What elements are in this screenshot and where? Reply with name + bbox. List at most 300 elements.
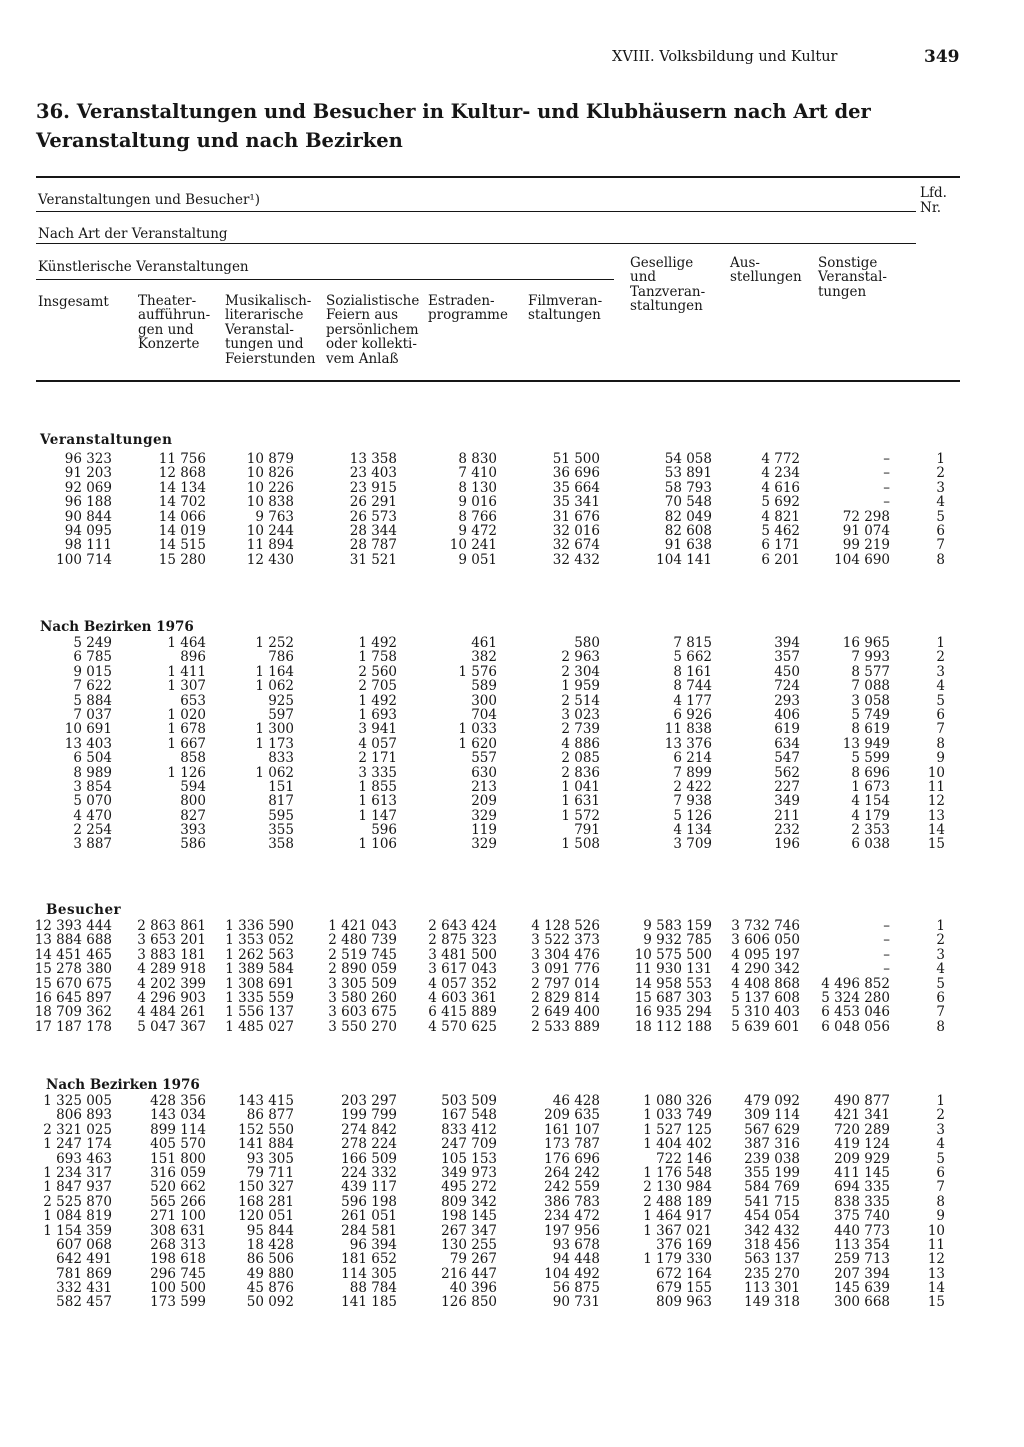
cell-gesellig: 104 141	[656, 551, 712, 568]
cell-sonstige: 16 965	[842, 635, 890, 651]
col-head-line: literarische	[225, 307, 304, 324]
col-head-line: programme	[428, 307, 508, 324]
cell-ausstellungen: 149 318	[744, 1294, 800, 1311]
cell-gesellig: 11 838	[664, 721, 712, 738]
cell-sonstige: 5 324 280	[821, 989, 890, 1006]
cell-lfd-nr: 14	[927, 822, 945, 839]
cell-insgesamt: 693 463	[56, 1150, 112, 1167]
cell-ausstellungen: 454 054	[744, 1208, 800, 1225]
cell-gesellig: 7 938	[673, 793, 712, 810]
cell-ausstellungen: 724	[774, 678, 800, 695]
col-head-line: aufführun-	[138, 307, 211, 324]
cell-ausstellungen: 634	[774, 735, 800, 752]
table-row	[0, 919, 1024, 933]
cell-sozial: 1 758	[358, 649, 397, 666]
cell-estraden: 8 766	[458, 508, 497, 525]
cell-musik: 1 164	[255, 663, 294, 680]
cell-film: 1 572	[561, 807, 600, 824]
cell-film: 161 107	[544, 1121, 600, 1138]
cell-ausstellungen: 113 301	[744, 1280, 800, 1297]
cell-gesellig: 7 899	[673, 764, 712, 781]
cell-sonstige: 91 074	[842, 522, 890, 539]
cell-gesellig: 18 112 188	[634, 1018, 712, 1035]
cell-film: 32 016	[552, 522, 600, 539]
cell-estraden: 3 481 500	[428, 946, 497, 963]
cell-insgesamt: 15 670 675	[34, 975, 112, 992]
cell-sonstige: 4 496 852	[821, 975, 890, 992]
cell-theater: 1 678	[167, 721, 206, 738]
cell-film: 2 304	[561, 663, 600, 680]
kuenstlerische-label: Künstlerische Veranstaltungen	[38, 259, 249, 275]
cell-sonstige: 8 577	[851, 663, 890, 680]
cell-insgesamt: 5 070	[73, 793, 112, 810]
cell-lfd-nr: 6	[936, 989, 945, 1006]
cell-lfd-nr: 2	[936, 465, 945, 482]
cell-sonstige: 7 088	[851, 678, 890, 695]
cell-gesellig: 9 583 159	[643, 918, 712, 934]
cell-film: 197 956	[544, 1222, 600, 1239]
cell-sozial: 1 613	[358, 793, 397, 810]
col-head-line: persönlichem	[326, 321, 419, 338]
cell-sozial: 3 335	[358, 764, 397, 781]
cell-theater: 896	[180, 649, 206, 666]
col-head-line: Insgesamt	[38, 294, 109, 310]
cell-sonstige: 6 048 056	[821, 1018, 890, 1035]
cell-musik: 151	[268, 778, 294, 795]
cell-ausstellungen: 5 692	[761, 494, 800, 511]
cell-musik: 786	[268, 649, 294, 666]
cell-ausstellungen: 293	[774, 692, 800, 709]
cell-theater: 1 464	[167, 635, 206, 651]
cell-lfd-nr: 4	[936, 678, 945, 695]
cell-estraden: 10 241	[449, 537, 497, 554]
col-head-line: tungen	[818, 283, 867, 300]
col-head-line: stellungen	[730, 269, 802, 286]
cell-ausstellungen: 394	[774, 635, 800, 651]
cell-sozial: 224 332	[341, 1164, 397, 1181]
cell-sonstige: –	[883, 465, 890, 482]
cell-sozial: 2 171	[358, 750, 397, 767]
cell-estraden: 40 396	[449, 1280, 497, 1297]
cell-musik: 120 051	[238, 1208, 294, 1225]
cell-sonstige: –	[883, 932, 890, 949]
cell-musik: 1 062	[255, 764, 294, 781]
header-bottom-rule	[36, 380, 960, 382]
table-row	[0, 495, 1024, 509]
cell-ausstellungen: 5 639 601	[731, 1018, 800, 1035]
cell-ausstellungen: 349	[774, 793, 800, 810]
cell-lfd-nr: 7	[936, 1179, 945, 1196]
cell-estraden: 2 643 424	[428, 918, 497, 934]
cell-gesellig: 5 662	[673, 649, 712, 666]
lfd-label: Lfd.	[920, 185, 947, 201]
cell-estraden: 809 342	[441, 1193, 497, 1210]
cell-film: 209 635	[544, 1107, 600, 1124]
cell-sonstige: 2 353	[851, 822, 890, 839]
cell-film: 2 797 014	[531, 975, 600, 992]
cell-film: 104 492	[544, 1265, 600, 1282]
col-head-line: staltungen	[630, 298, 703, 315]
cell-theater: 308 631	[150, 1222, 206, 1239]
cell-musik: 358	[268, 836, 294, 853]
table-row	[0, 823, 1024, 837]
table-row	[0, 1209, 1024, 1223]
cell-sonstige: 5 749	[851, 706, 890, 723]
cell-insgesamt: 4 470	[73, 807, 112, 824]
cell-lfd-nr: 1	[936, 1093, 945, 1109]
cell-ausstellungen: 357	[774, 649, 800, 666]
cell-lfd-nr: 6	[936, 522, 945, 539]
cell-theater: 4 289 918	[137, 961, 206, 978]
cell-musik: 1 308 691	[225, 975, 294, 992]
cell-sonstige: 720 289	[834, 1121, 890, 1138]
cell-theater: 3 883 181	[137, 946, 206, 963]
cell-estraden: 557	[471, 750, 497, 767]
table-row	[0, 780, 1024, 794]
cell-sonstige: 490 877	[834, 1093, 890, 1109]
cell-sonstige: 6 038	[851, 836, 890, 853]
cell-insgesamt: 7 622	[73, 678, 112, 695]
cell-sozial: 141 185	[341, 1294, 397, 1311]
col-head-line: Veranstal-	[225, 321, 294, 338]
table-block-veranstaltungen	[0, 452, 1024, 567]
cell-sozial: 26 291	[349, 494, 397, 511]
cell-lfd-nr: 15	[927, 836, 945, 853]
cell-sozial: 596 198	[341, 1193, 397, 1210]
cell-estraden: 6 415 889	[428, 1004, 497, 1021]
cell-lfd-nr: 3	[936, 663, 945, 680]
col-head-line: Aus-	[730, 255, 760, 271]
cell-sonstige: –	[883, 494, 890, 511]
cell-musik: 1 173	[255, 735, 294, 752]
cell-ausstellungen: 4 234	[761, 465, 800, 482]
cell-sonstige: 99 219	[842, 537, 890, 554]
cell-sozial: 2 890 059	[328, 961, 397, 978]
cell-estraden: 503 509	[441, 1093, 497, 1109]
cell-gesellig: 6 926	[673, 706, 712, 723]
cell-musik: 10 226	[246, 479, 294, 496]
cell-ausstellungen: 235 270	[744, 1265, 800, 1282]
col-head-theater	[138, 294, 210, 352]
cell-film: 2 829 814	[531, 989, 600, 1006]
cell-lfd-nr: 7	[936, 537, 945, 554]
cell-insgesamt: 806 893	[56, 1107, 112, 1124]
cell-estraden: 126 850	[441, 1294, 497, 1311]
cell-film: 234 472	[544, 1208, 600, 1225]
cell-musik: 817	[268, 793, 294, 810]
table-block-besucher	[0, 919, 1024, 1034]
table-row	[0, 650, 1024, 664]
section-label-bezirke-veranstaltungen: Nach Bezirken 1976	[40, 619, 194, 635]
cell-film: 264 242	[544, 1164, 600, 1181]
cell-theater: 11 756	[158, 451, 206, 467]
cell-theater: 827	[180, 807, 206, 824]
cell-gesellig: 1 179 330	[643, 1251, 712, 1268]
cell-musik: 1 252	[255, 635, 294, 651]
cell-lfd-nr: 5	[936, 508, 945, 525]
cell-estraden: 9 016	[458, 494, 497, 511]
cell-ausstellungen: 567 629	[744, 1121, 800, 1138]
cell-ausstellungen: 4 408 868	[731, 975, 800, 992]
cell-ausstellungen: 4 290 342	[731, 961, 800, 978]
cell-insgesamt: 17 187 178	[34, 1018, 112, 1035]
cell-estraden: 105 153	[441, 1150, 497, 1167]
table-row	[0, 1123, 1024, 1137]
table-row	[0, 524, 1024, 538]
cell-gesellig: 8 161	[673, 663, 712, 680]
cell-theater: 858	[180, 750, 206, 767]
cell-insgesamt: 332 431	[56, 1280, 112, 1297]
cell-insgesamt: 1 084 819	[43, 1208, 112, 1225]
cell-lfd-nr: 8	[936, 735, 945, 752]
cell-insgesamt: 642 491	[56, 1251, 112, 1268]
cell-lfd-nr: 3	[936, 1121, 945, 1138]
cell-ausstellungen: 547	[774, 750, 800, 767]
cell-musik: 1 485 027	[225, 1018, 294, 1035]
cell-film: 2 533 889	[531, 1018, 600, 1035]
table-row	[0, 1094, 1024, 1108]
cell-sozial: 31 521	[349, 551, 397, 568]
cell-theater: 520 662	[150, 1179, 206, 1196]
cell-sozial: 1 492	[358, 692, 397, 709]
cell-ausstellungen: 5 137 608	[731, 989, 800, 1006]
cell-film: 2 649 400	[531, 1004, 600, 1021]
cell-gesellig: 4 177	[673, 692, 712, 709]
cell-estraden: 247 709	[441, 1136, 497, 1153]
cell-estraden: 9 472	[458, 522, 497, 539]
cell-gesellig: 5 126	[673, 807, 712, 824]
cell-lfd-nr: 11	[927, 778, 945, 795]
cell-lfd-nr: 8	[936, 1193, 945, 1210]
cell-estraden: 209	[471, 793, 497, 810]
table-row	[0, 466, 1024, 480]
cell-gesellig: 70 548	[664, 494, 712, 511]
cell-film: 2 739	[561, 721, 600, 738]
cell-theater: 14 134	[158, 479, 206, 496]
cell-insgesamt: 1 247 174	[43, 1136, 112, 1153]
cell-sonstige: 419 124	[834, 1136, 890, 1153]
cell-musik: 49 880	[246, 1265, 294, 1282]
cell-musik: 45 876	[246, 1280, 294, 1297]
table-row	[0, 636, 1024, 650]
cell-musik: 150 327	[238, 1179, 294, 1196]
cell-insgesamt: 16 645 897	[34, 989, 112, 1006]
cell-estraden: 349 973	[441, 1164, 497, 1181]
cell-theater: 14 019	[158, 522, 206, 539]
cell-musik: 79 711	[246, 1164, 294, 1181]
cell-estraden: 7 410	[458, 465, 497, 482]
cell-lfd-nr: 2	[936, 1107, 945, 1124]
cell-estraden: 79 267	[449, 1251, 497, 1268]
table-row	[0, 766, 1024, 780]
cell-gesellig: 809 963	[656, 1294, 712, 1311]
table-row	[0, 452, 1024, 466]
cell-musik: 93 305	[246, 1150, 294, 1167]
col-head-line: Musikalisch-	[225, 293, 312, 309]
cell-gesellig: 1 527 125	[643, 1121, 712, 1138]
cell-ausstellungen: 6 171	[761, 537, 800, 554]
cell-theater: 143 034	[150, 1107, 206, 1124]
cell-theater: 173 599	[150, 1294, 206, 1311]
cell-sozial: 284 581	[341, 1222, 397, 1239]
cell-gesellig: 1 176 548	[643, 1164, 712, 1181]
cell-estraden: 167 548	[441, 1107, 497, 1124]
table-row	[0, 538, 1024, 552]
cell-estraden: 329	[471, 836, 497, 853]
cell-lfd-nr: 13	[927, 807, 945, 824]
cell-insgesamt: 90 844	[64, 508, 112, 525]
cell-musik: 9 763	[255, 508, 294, 525]
cell-sozial: 26 573	[349, 508, 397, 525]
cell-estraden: 213	[471, 778, 497, 795]
cell-insgesamt: 1 847 937	[43, 1179, 112, 1196]
cell-film: 36 696	[552, 465, 600, 482]
cell-gesellig: 82 608	[664, 522, 712, 539]
cell-estraden: 1 620	[458, 735, 497, 752]
table-row	[0, 1295, 1024, 1309]
cell-theater: 14 515	[158, 537, 206, 554]
cell-musik: 1 335 559	[225, 989, 294, 1006]
table-row	[0, 1267, 1024, 1281]
col-head-estraden	[428, 294, 508, 323]
cell-ausstellungen: 318 456	[744, 1236, 800, 1253]
cell-theater: 1 126	[167, 764, 206, 781]
cell-film: 4 128 526	[531, 918, 600, 934]
cell-sonstige: 5 599	[851, 750, 890, 767]
cell-sozial: 23 403	[349, 465, 397, 482]
cell-theater: 4 202 399	[137, 975, 206, 992]
cell-estraden: 2 875 323	[428, 932, 497, 949]
cell-sozial: 1 492	[358, 635, 397, 651]
cell-sozial: 1 147	[358, 807, 397, 824]
cell-film: 32 432	[552, 551, 600, 568]
cell-lfd-nr: 10	[927, 764, 945, 781]
cell-sonstige: 411 145	[834, 1164, 890, 1181]
cell-sozial: 166 509	[341, 1150, 397, 1167]
cell-film: 56 875	[552, 1280, 600, 1297]
cell-sozial: 3 580 260	[328, 989, 397, 1006]
cell-sozial: 203 297	[341, 1093, 397, 1109]
cell-sonstige: 8 696	[851, 764, 890, 781]
cell-musik: 10 244	[246, 522, 294, 539]
table-row	[0, 553, 1024, 567]
cell-sonstige: 421 341	[834, 1107, 890, 1124]
col-head-line: Theater-	[138, 293, 197, 309]
cell-ausstellungen: 619	[774, 721, 800, 738]
table-row	[0, 948, 1024, 962]
cell-sozial: 4 057	[358, 735, 397, 752]
cell-theater: 151 800	[150, 1150, 206, 1167]
cell-ausstellungen: 406	[774, 706, 800, 723]
cell-gesellig: 2 130 984	[643, 1179, 712, 1196]
cell-insgesamt: 12 393 444	[34, 918, 112, 934]
cell-theater: 1 667	[167, 735, 206, 752]
cell-sozial: 1 693	[358, 706, 397, 723]
cell-ausstellungen: 4 095 197	[731, 946, 800, 963]
table-row	[0, 665, 1024, 679]
cell-sozial: 278 224	[341, 1136, 397, 1153]
cell-sonstige: 838 335	[834, 1193, 890, 1210]
col-head-line: Gesellige	[630, 255, 694, 271]
cell-sozial: 114 305	[341, 1265, 397, 1282]
table-row	[0, 679, 1024, 693]
cell-gesellig: 722 146	[656, 1150, 712, 1167]
cell-insgesamt: 8 989	[73, 764, 112, 781]
col-head-line: oder kollekti-	[326, 336, 417, 353]
cell-musik: 12 430	[246, 551, 294, 568]
art-label: Nach Art der Veranstaltung	[38, 226, 228, 242]
cell-gesellig: 4 134	[673, 822, 712, 839]
table-title: 36. Veranstaltungen und Besucher in Kultur- und Klubhäusern nach Art der Veranstaltung und nach Bezirken	[36, 100, 871, 152]
cell-sonstige: –	[883, 961, 890, 978]
cell-musik: 10 838	[246, 494, 294, 511]
cell-ausstellungen: 6 201	[761, 551, 800, 568]
cell-sonstige: 13 949	[842, 735, 890, 752]
cell-lfd-nr: 7	[936, 1004, 945, 1021]
cell-ausstellungen: 196	[774, 836, 800, 853]
cell-lfd-nr: 15	[927, 1294, 945, 1311]
cell-film: 1 631	[561, 793, 600, 810]
header-top-label: Veranstaltungen und Besucher¹)	[38, 192, 261, 208]
cell-film: 791	[574, 822, 600, 839]
cell-gesellig: 2 422	[673, 778, 712, 795]
cell-ausstellungen: 541 715	[744, 1193, 800, 1210]
cell-sozial: 1 855	[358, 778, 397, 795]
cell-insgesamt: 13 884 688	[34, 932, 112, 949]
cell-ausstellungen: 309 114	[744, 1107, 800, 1124]
cell-musik: 86 877	[246, 1107, 294, 1124]
cell-estraden: 704	[471, 706, 497, 723]
cell-sonstige: –	[883, 479, 890, 496]
cell-gesellig: 376 169	[656, 1236, 712, 1253]
cell-estraden: 267 347	[441, 1222, 497, 1239]
col-head-ausstellungen	[730, 256, 802, 285]
cell-theater: 316 059	[150, 1164, 206, 1181]
cell-sozial: 181 652	[341, 1251, 397, 1268]
cell-insgesamt: 5 884	[73, 692, 112, 709]
cell-insgesamt: 2 525 870	[43, 1193, 112, 1210]
cell-ausstellungen: 563 137	[744, 1251, 800, 1268]
cell-gesellig: 82 049	[664, 508, 712, 525]
running-head: XVIII. Volksbildung und Kultur	[612, 49, 838, 65]
table-row	[0, 1224, 1024, 1238]
cell-insgesamt: 2 254	[73, 822, 112, 839]
cell-musik: 597	[268, 706, 294, 723]
cell-sonstige: 4 179	[851, 807, 890, 824]
section-label-besucher: Besucher	[46, 902, 122, 918]
cell-theater: 800	[180, 793, 206, 810]
cell-estraden: 1 576	[458, 663, 497, 680]
col-head-line: Filmveran-	[528, 293, 603, 309]
cell-sonstige: 259 713	[834, 1251, 890, 1268]
cell-lfd-nr: 4	[936, 494, 945, 511]
cell-insgesamt: 9 015	[73, 663, 112, 680]
col-head-line: vem Anlaß	[326, 350, 399, 367]
col-head-line: Konzerte	[138, 336, 200, 353]
cell-ausstellungen: 239 038	[744, 1150, 800, 1167]
col-head-line: Veranstal-	[818, 269, 887, 286]
cell-estraden: 130 255	[441, 1236, 497, 1253]
lfd-nr-label	[920, 186, 947, 216]
cell-musik: 1 353 052	[225, 932, 294, 949]
cell-film: 3 304 476	[531, 946, 600, 963]
table-row	[0, 933, 1024, 947]
cell-sozial: 2 519 745	[328, 946, 397, 963]
cell-theater: 15 280	[158, 551, 206, 568]
table-row	[0, 694, 1024, 708]
table-row	[0, 1152, 1024, 1166]
cell-gesellig: 10 575 500	[634, 946, 712, 963]
